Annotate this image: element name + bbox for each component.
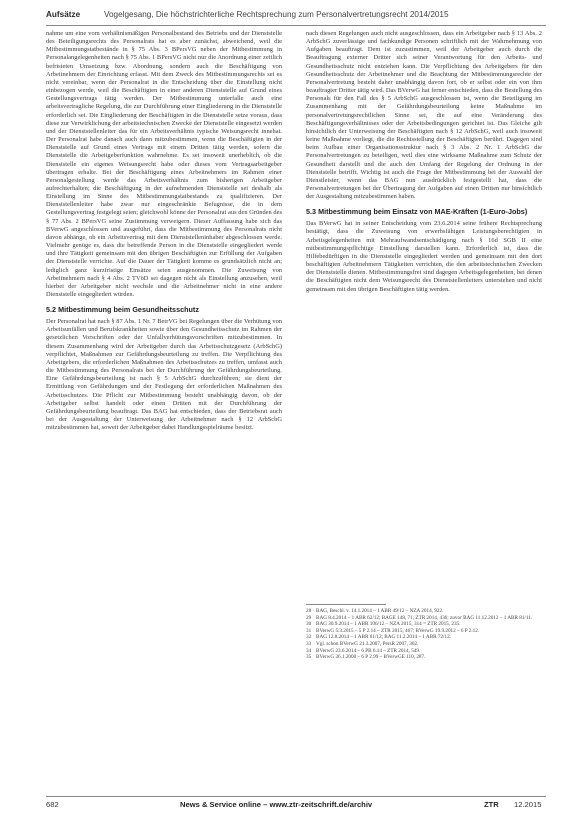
issue-number: 12.2015: [514, 800, 542, 809]
header-rule: [46, 25, 546, 26]
left-column: [46, 30, 282, 432]
footer-link[interactable]: News & Service online – www.ztr-zeitschrift.de/archiv: [180, 800, 373, 809]
footnote-item: [306, 654, 542, 661]
footnote-item: [306, 615, 542, 622]
footnote-number: 28: [306, 608, 312, 614]
footnote-item: [306, 641, 542, 648]
footnote-text: BAG 12.8.2014 – 1 ABR 61/12; BAG 11.2.2014 – 1 ABR 72/12.: [316, 634, 451, 641]
footnote-text: BVerwG 5.3.2015 – 5 P 2.14 – ZTR 2015, 467; BVerwG 19.9.2012 – 6 P 2.12.: [316, 627, 480, 634]
footnote-number: 29: [306, 614, 312, 621]
page-number: 682: [46, 800, 59, 809]
journal-name: ZTR: [484, 800, 499, 809]
footnote-text: BVerwG 23.6.2014 – 6 PB 6.14 – ZTR 2014, 549.: [316, 647, 421, 654]
footnote-number: 30: [306, 621, 312, 628]
left-paragraph-1: nahme um eine vom verhältnismäßigen Personalbestand des Betriebs und der Dienststelle des Beteiligungsrechts des Personalrats hat es aber zunächst, abweichend, weil die Mitbestimmungstatbestände in § 75 Abs. 3 BPersVG neben der Mitbestimmung in Personalangelegenheiten nach § 75 Abs. 1 BPersVG nicht nur die Anordnung einer zeitlich befristeten Umsetzung bzw. Abordnung, sondern auch die Beschäftigung von Arbeitnehmern der Einrichtung erfasst. Mit dem Zweck des Mitbestimmungsrechts sei es nicht vereinbar, wenn der Personalrat in die Entscheidung über die Einstellung nicht einbezogen werde, weil die Beschäftigten in einer anderen Dienststelle auf Grund eines Gestellungsvertrags tätig werden. Der Mitbestimmung unterfalle auch eine arbeitsvertragliche Regelung, die zur Durchführung einer Eingliederung in die Dienststelle erforderlich sei. Die Eingliederung der Beschäftigten in die Dienststelle setze voraus, dass diese zur Verwirklichung der arbeitstechnischen Zwecke der Dienststelle eingesetzt werden und der Dienststellenleiter das für ein Arbeitsverhältnis typische Weisungsrecht innehat. Der Personalrat habe danach auch dann mitzubestimmen, wenn die Beschäftigten in der Dienststelle auf Grund eines Vertrags mit einem Dritten tätig werden, sofern die Dienststelle die Arbeitgeberfunktion wahrnehme. Es sei insoweit unerheblich, ob die Dienststelle ein eigenes Weisungsrecht habe oder dieses vom Vertragsarbeitgeber übertragen erhalte. Bei der Beschäftigung eines Arbeitnehmers im Rahmen einer Personalgestellung werde das Arbeitsverhältnis zum bisherigen Arbeitgeber aufrechterhalten; die Beschäftigung in der aufnehmenden Dienststelle sei deshalb als Einstellung im Sinne des Mitbestimmungstatbestands zu qualifizieren. Der Dienststellenleiter habe zwar nur eingeschränkte Befugnisse, die in dem Gestellungsvertrag festgelegt seien; gleichwohl könne der Personalrat aus den Gründen des § 77 Abs. 2 BPersVG seine Zustimmung verweigern. Dieser Auffassung habe sich das BVerwG angeschlossen und ausgeführt, dass die Mitbestimmung des Personalrats nicht davon abhänge, ob ein Arbeitsvertrag mit dem Dienststelleninhaber abgeschlossen werde. Vielmehr genüge es, dass die betreffende Person in die Dienststelle eingegliedert werde und ihre Tätigkeit gemeinsam mit den übrigen Beschäftigten zur Erfüllung der Aufgaben der Dienststelle verrichte. Auf die Dauer der Tätigkeit komme es grundsätzlich nicht an; lediglich ganz kurzfristige Einsätze seien ausgenommen. Die Zuweisung von Arbeitnehmern nach § 4 Abs. 2 TVöD sei dagegen nicht als Einstellung anzusehen, weil hierbei der Arbeitgeber nicht wechsle und die Arbeitnehmer nicht in eine andere Dienststelle eingegliedert würden.: [46, 30, 282, 298]
footnote-item: [306, 608, 542, 615]
footnotes: [306, 604, 542, 661]
right-paragraph-2: Das BVerwG hat in seiner Entscheidung vom 23.6.2014 seine frühere Rechtsprechung bestätigt, dass die Zuweisung von erwerbsfähigen Leistungsberechtigten in Arbeitsgelegenheiten mit Mehraufwandsentschädigung nach § 16d SGB II eine mitbestimmungspflichtige Einstellung darstellen kann. Erforderlich ist, dass die Hilfebedürftigen in die Dienststelle eingegliedert werden und gemeinsam mit den dort beschäftigten Arbeitnehmern Tätigkeiten verrichten, die den arbeitstechnischen Zwecken der Dienststelle dienen. Mitbestimmungsfrei sind dagegen Arbeitsgelegenheiten, bei denen die Beschäftigten nicht dem Weisungsrecht des Dienststellenleiters unterstehen und nicht gemeinsam mit den übrigen Beschäftigten tätig werden.: [306, 220, 542, 293]
footnote-number: 31: [306, 627, 312, 634]
footnote-item: [306, 621, 542, 628]
footnote-number: 35: [306, 654, 312, 661]
footnote-number: 32: [306, 634, 312, 641]
footnote-text: BAG, Beschl. v. 14.1.2014 – 1 ABR 49/12 – NZA 2014, 922.: [316, 608, 444, 614]
section-heading-5-3: 5.3 Mitbestimmung beim Einsatz von MAE-Kräften (1-Euro-Jobs): [306, 207, 528, 217]
footnote-text: BAG 30.9.2014 – 1 ABR 106/12 – NZA 2015, 314 = ZTR 2015, 235.: [316, 621, 461, 628]
footnote-number: 34: [306, 647, 312, 654]
right-paragraph-1: nach diesen Regelungen auch nicht ausgeschlossen, dass ein Arbeitgeber nach § 13 Abs. 2 ArbSchG zuverlässige und fachkundige Personen schriftlich mit der Wahrnehmung von Aufgaben beauftragt. Dem ist zuzustimmen, weil der Arbeitgeber auch durch die Beauftragung externer Dritter sich seiner Verantwortung für den Arbeits- und Gesundheitsschutz nicht entziehen kann. Die Verpflichtung des Arbeitgebers für den Gesundheitsschutz der Arbeitnehmer und die Beachtung der Mitbestimmungsrechte der Personalvertretung besteht daher unabhängig davon fort, ob er selbst oder ein von ihm beauftragter Dritter tätig wird. Das BVerwG hat ferner entschieden, dass die Bestellung des Personals für den Fall des § 5 ArbSchG ausgeschlossen ist, wenn die Beteiligung im Zusammenhang mit der Gefährdungsbeurteilung keine Maßnahme im personalvertretungsrechtlichen Sinne sei, die auf eine Veränderung des Beschäftigungsverhältnisses oder der Arbeitsbedingungen gerichtet ist. Das Gleiche gilt hinsichtlich der Unterweisung der Beschäftigten nach § 12 ArbSchG, weil auch insoweit keine Maßnahme vorliegt, die die Rechtsstellung der Beschäftigten berührt. Dagegen sind beim Aufbau einer Organisationsstruktur nach § 3 Abs. 2 Nr. 1 ArbSchG die Personalvertretungen zu beteiligen, weil dies eine wirksame Maßnahme zum Schutz der Gesundheit darstellt und die auch den Umfang der Regelung der Ordnung in der Dienststelle betrifft. Wichtig ist auch die Frage der Mitbestimmung bei der Auswahl der Dienstleister, wenn das BAG nun ausdrücklich festgestellt hat, dass die Personalvertretungen bei der Übertragung der Aufgaben auf einen Dritten nur hinsichtlich der Ausgestaltung mitzubestimmen haben.: [306, 30, 542, 201]
section-heading-5-2: 5.2 Mitbestimmung beim Gesundheitsschutz: [46, 305, 199, 315]
footnote-text: BVerwG 26.1.2000 – 6 P 2.99 – BVerwGE 110, 287.: [316, 654, 426, 661]
page-footer: [46, 800, 546, 812]
section-label: Aufsätze: [46, 10, 81, 19]
page-header: [46, 10, 546, 24]
footnote-separator: [306, 604, 386, 605]
footnote-number: 33: [306, 640, 312, 647]
footnote-item: [306, 648, 542, 655]
footnote-item: [306, 634, 542, 641]
footnote-text: Vgl. schon BVerwG 21.3.2007, PersR 2007, 302.: [316, 640, 419, 647]
footnote-text: BAG 8.4.2014 – 1 ABR 62/12; BAGE 148, 71; ZTR 2014, 436; zuvor BAG 11.12.2012 – 1 ABR 81/11.: [316, 614, 533, 621]
footer-rule: [46, 796, 546, 797]
right-column: [306, 30, 542, 294]
left-paragraph-2: Der Personalrat hat nach § 87 Abs. 1 Nr. 7 BetrVG bei Regelungen über die Verhütung von Arbeitsunfällen und Berufskrankheiten sowie über den Gesundheitsschutz im Rahmen der gesetzlichen Vorschriften oder der Unfallverhütungsvorschriften mitzubestimmen. In diesem Zusammenhang wird der Arbeitgeber durch das Arbeitsschutzgesetz (ArbSchG) verpflichtet, Maßnahmen zur Gefährdungsbeurteilung zu treffen. Die Verpflichtung des Arbeitgebers, die erforderlichen Maßnahmen des Arbeitsschutzes zu treffen, umfasst auch die Mitbestimmung des Personalrats bei der Durchführung der Gefährdungsbeurteilung. Eine Gefährdungsbeurteilung ist nach § 5 ArbSchG durchzuführen; sie dient der Ermittlung von Gefährdungen und der Festlegung der erforderlichen Maßnahmen des Arbeitsschutzes. Die Pflicht zur Mitbestimmung besteht unabhängig davon, ob der Arbeitgeber selbst handelt oder einen Dritten mit der Durchführung der Gefährdungsbeurteilung beauftragt. Das BAG hat entschieden, dass der Betriebsrat auch bei der Ausgestaltung der Unterweisung der Arbeitnehmer nach § 12 ArbSchG mitzubestimmen hat, soweit der Arbeitgeber dabei Handlungsspielräume besitzt.: [46, 318, 282, 432]
running-title: Vogelgesang, Die höchstrichterliche Rechtsprechung zum Personalvertretungsrecht 2014/2015: [104, 10, 449, 19]
footnote-item: [306, 628, 542, 635]
